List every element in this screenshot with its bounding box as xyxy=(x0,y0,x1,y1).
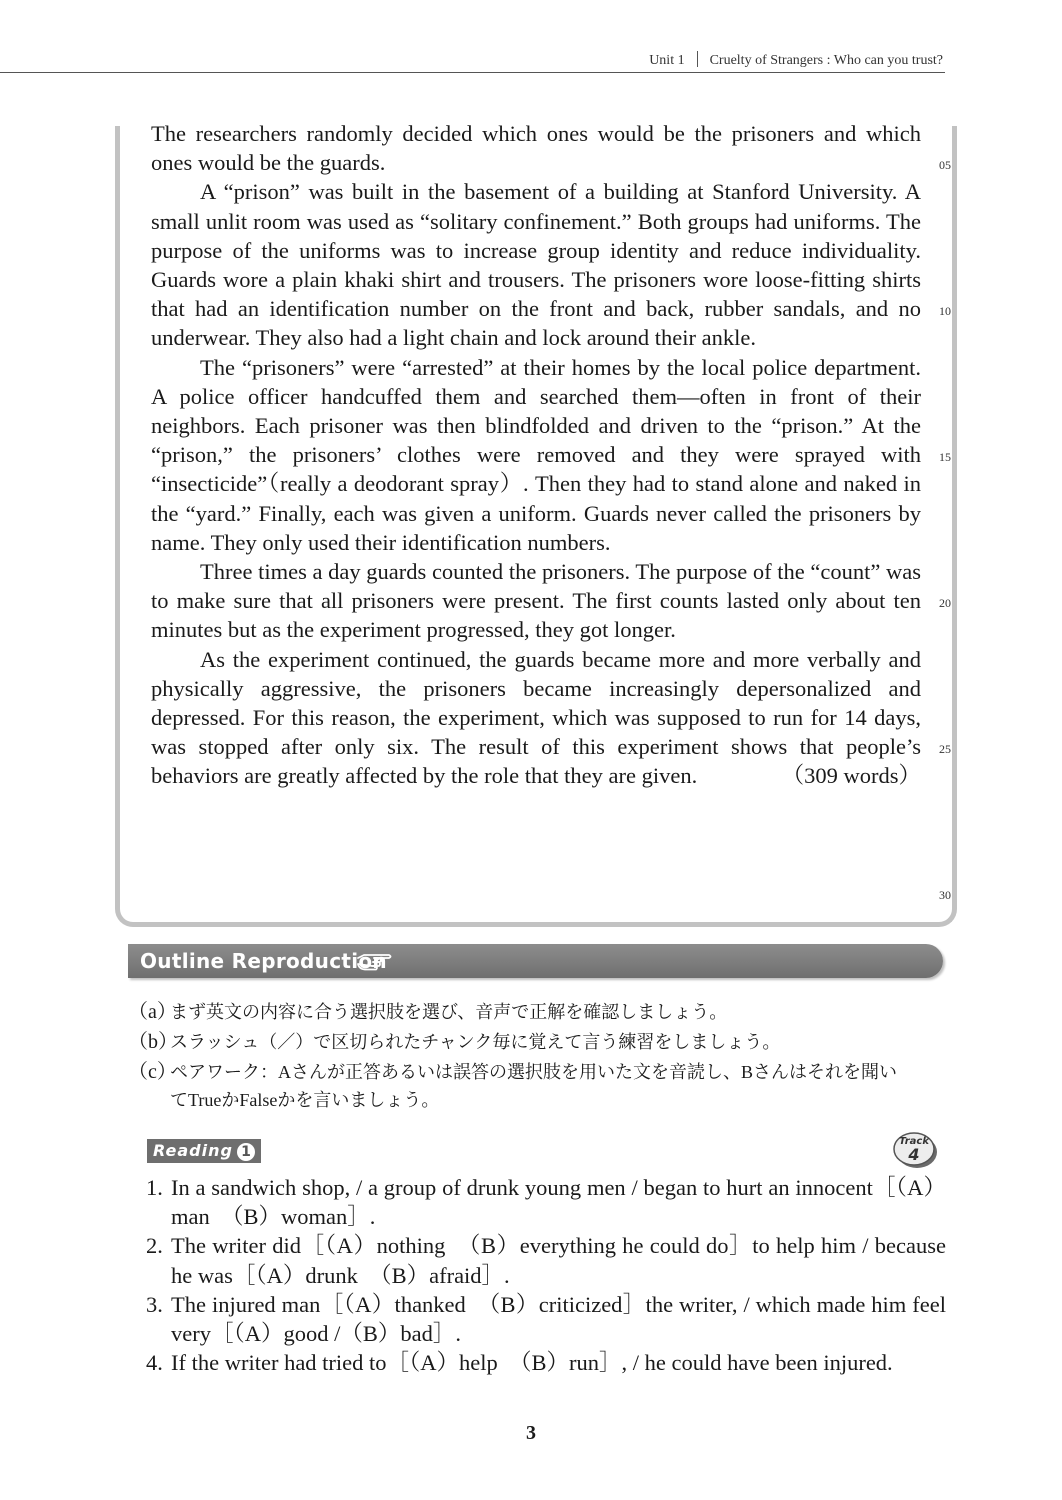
section-header-bar xyxy=(128,944,943,978)
question-number: 2. xyxy=(146,1233,163,1259)
pointing-hand-icon xyxy=(356,949,394,976)
question-text: The writer did［（A）nothing （B）everything he could do］to help him / because he was［（A）drunk （B）afraid］. xyxy=(171,1233,946,1288)
reading-label xyxy=(147,1139,261,1163)
line-number: 05 xyxy=(939,158,951,172)
track-number: 4 xyxy=(908,1145,920,1164)
unit-label: Unit 1 xyxy=(649,53,685,68)
header-divider xyxy=(697,51,698,67)
question-item xyxy=(146,1231,946,1289)
section-title: Outline Reproduction xyxy=(140,949,387,973)
passage-paragraph-text: As the experiment continued, the guards became more and more verbally and physically aggressive, the prisoners became increasingly depersonalized and depressed. For this reason, the experiment, which was supposed to run for 14 days, was stopped after only six. The result of this experiment shows that people’s behaviors are greatly affected by the role that they are given. xyxy=(151,646,921,789)
line-number: 15 xyxy=(939,450,951,464)
instruction-text: まず英文の内容に合う選択肢を選び、音声で正解を確認しましょう。 xyxy=(170,1002,728,1022)
question-number: 1. xyxy=(146,1175,163,1200)
question-text: In a sandwich shop, / a group of drunk young men / began to hurt an innocent［（A）man （B）woman］. xyxy=(171,1175,946,1230)
question-number: 4. xyxy=(146,1350,163,1376)
question-text: The injured man［（A）thanked （B）criticized］the writer, / which made him feel very［（A）good /（B）bad］. xyxy=(171,1291,946,1347)
instruction-text: ペアワーク：Aさんが正答あるいは誤答の選択肢を用いた文を音読し、Bさんはそれを聞い xyxy=(170,1062,898,1082)
question-item xyxy=(146,1348,946,1377)
instruction-b xyxy=(128,1028,948,1056)
passage-paragraph: A “prison” was built in the basement of a building at Stanford University. A small unlit room was used as “solitary confinement.” Both groups had uniforms. The purpose of the uniforms was to increase group identity and reduce individuality. Guards wore a plain khaki shirt and trousers. The prisoners wore loose-fitting shirts that had an identification number on the front and back, rubber sandals, and no underwear. They also had a light chain and lock around their ankle. xyxy=(151,179,921,351)
instruction-label: （b） xyxy=(128,1031,178,1053)
instruction-c xyxy=(128,1058,948,1114)
track-label: Track xyxy=(899,1136,929,1147)
line-number: 25 xyxy=(939,742,951,756)
word-count: （309 words） xyxy=(781,763,921,789)
line-number: 10 xyxy=(939,304,951,318)
instruction-label: （a） xyxy=(128,1001,177,1023)
question-item xyxy=(146,1290,946,1348)
line-number: 20 xyxy=(939,596,951,610)
reading-number: 1 xyxy=(237,1143,255,1161)
track-badge-icon xyxy=(891,1128,939,1170)
line-number: 30 xyxy=(939,888,951,902)
passage-paragraph: The “prisoners” were “arrested” at their homes by the local police department. A police officer handcuffed them and searched them—often in front of their neighbors. Each prisoner was then blindfolded and driven to the “prison.” At the “prison,” the prisoners’ clothes were removed and they were sprayed with “insecticide”（really a deodorant spray）. Then they had to stand alone and naked in the “yard.” Finally, each was given a uniform. Guards never called the prisoners by name. They only used their identification numbers. xyxy=(151,354,921,555)
instruction-a xyxy=(128,998,948,1026)
instruction-text-continued: てTrueかFalseかを言いましょう。 xyxy=(170,1090,440,1110)
running-header xyxy=(0,48,945,73)
page-number: 3 xyxy=(526,1422,536,1444)
unit-title: Cruelty of Strangers : Who can you trust? xyxy=(709,53,943,68)
question-list xyxy=(146,1173,946,1377)
running-header-text xyxy=(649,51,943,69)
passage-text xyxy=(151,119,921,791)
question-text: If the writer had tried to［（A）help （B）run］, / he could have been injured. xyxy=(171,1350,893,1376)
audio-track-badge[interactable] xyxy=(891,1128,939,1170)
passage-paragraph: Three times a day guards counted the prisoners. The purpose of the “count” was to make sure that all prisoners were present. The first counts lasted only about ten minutes but as the experiment progressed, they got longer. xyxy=(151,559,921,643)
reading-label-text: Reading xyxy=(153,1141,233,1160)
passage-paragraph: The researchers randomly decided which ones would be the prisoners and which ones would be the guards. xyxy=(151,121,921,176)
passage-paragraph xyxy=(151,645,921,791)
question-number: 3. xyxy=(146,1291,163,1317)
instruction-text: スラッシュ（／）で区切られたチャンク毎に覚えて言う練習をしましょう。 xyxy=(170,1032,781,1052)
question-item xyxy=(146,1173,946,1231)
instruction-label: （c） xyxy=(128,1061,177,1083)
